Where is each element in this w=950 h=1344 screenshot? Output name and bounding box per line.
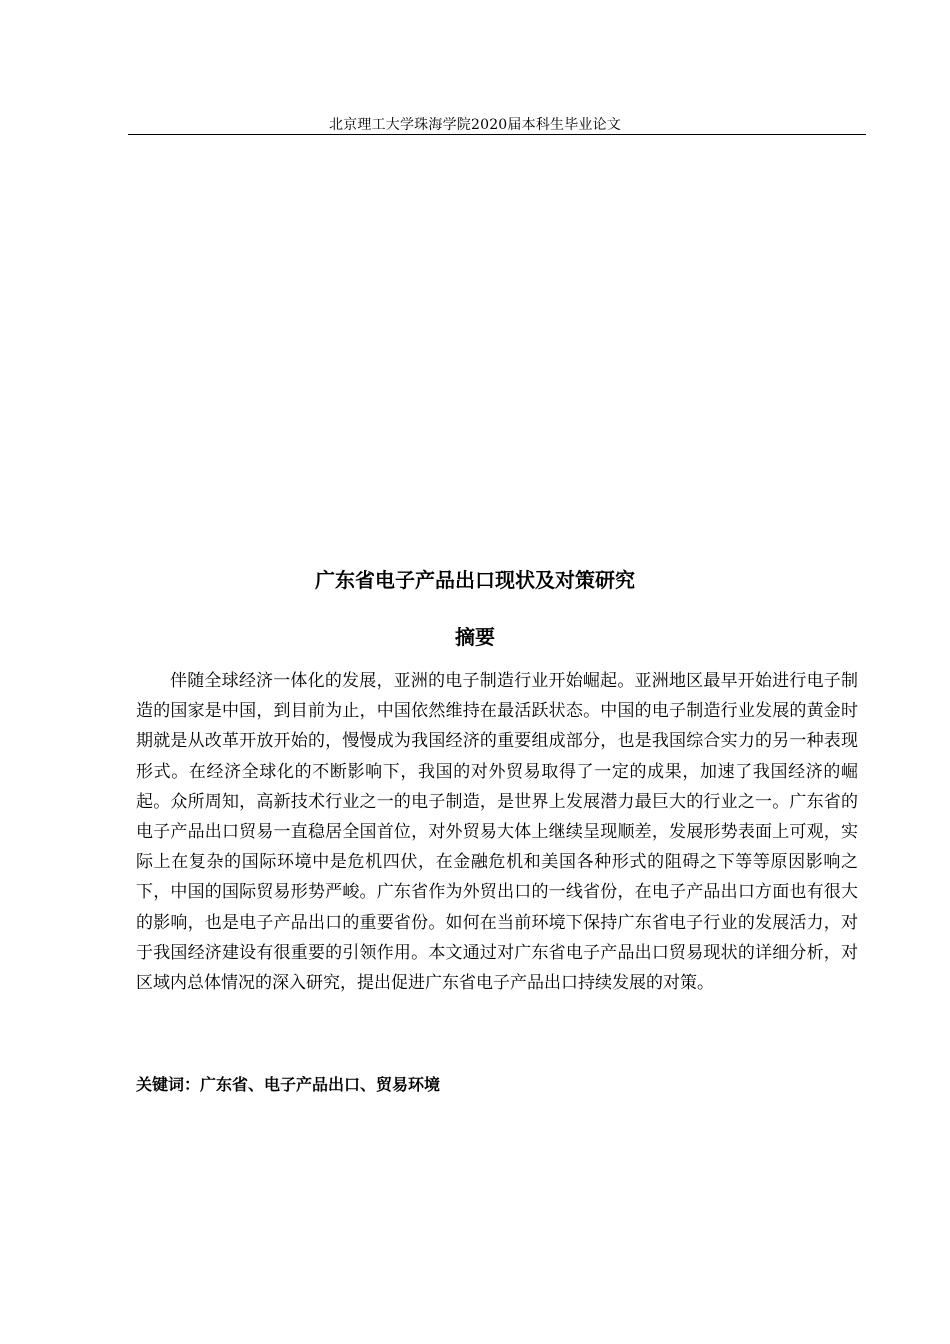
paper-title: 广东省电子产品出口现状及对策研究 [315, 568, 635, 592]
keywords-line: 关键词：广东省、电子产品出口、贸易环境 [136, 1075, 441, 1094]
abstract-body: 伴随全球经济一体化的发展，亚洲的电子制造行业开始崛起。亚洲地区最早开始进行电子制造的国家是中国，到目前为止，中国依然维持在最活跃状态。中国的电子制造行业发展的黄金时期就是从改革开放开始的，慢慢成为我国经济的重要组成部分，也是我国综合实力的另一种表现形式。在经济全球化的不断影响下，我国的对外贸易取得了一定的成果，加速了我国经济的崛起。众所周知，高新技术行业之一的电子制造，是世界上发展潜力最巨大的行业之一。广东省的电子产品出口贸易一直稳居全国首位，对外贸易大体上继续呈现顺差，发展形势表面上可观，实际上在复杂的国际环境中是危机四伏，在金融危机和美国各种形式的阻碍之下等等原因影响之下，中国的国际贸易形势严峻。广东省作为外贸出口的一线省份，在电子产品出口方面也有很大的影响，也是电子产品出口的重要省份。如何在当前环境下保持广东省电子行业的发展活力，对于我国经济建设有很重要的引领作用。本文通过对广东省电子产品出口贸易现状的详细分析，对区域内总体情况的深入研究，提出促进广东省电子产品出口持续发展的对策。 [136, 671, 858, 994]
abstract-heading: 摘要 [455, 625, 495, 649]
running-header: 北京理工大学珠海学院2020届本科生毕业论文 [328, 117, 622, 133]
header-rule [128, 134, 866, 135]
